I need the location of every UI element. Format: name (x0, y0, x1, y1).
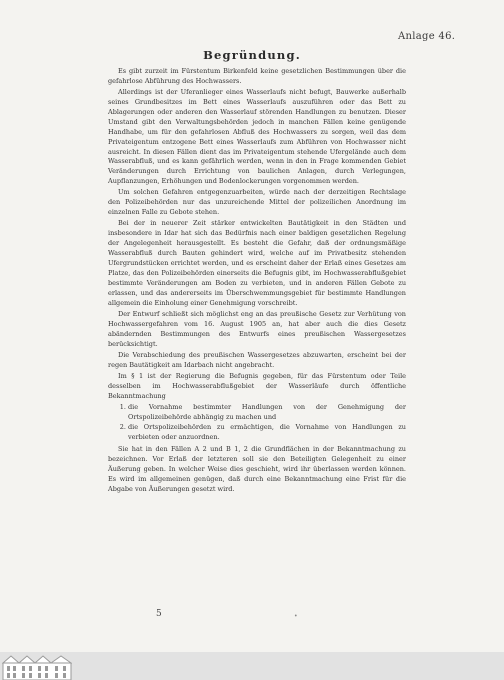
paragraph: Es gibt zurzeit im Fürstentum Birkenfeld keine gesetzlichen Bestimmungen über die gefahrlose Abführung des Hochwassers. (108, 67, 406, 85)
paragraph: Die Verabschiedung des preußischen Wassergesetzes abzuwarten, erscheint bei der regen Bautätigkeit am Idarbach nicht angebracht. (108, 350, 406, 369)
footer-bar (0, 652, 504, 680)
page-title: Begründung. (203, 48, 301, 62)
paragraph: Im § 1 ist der Regierung die Befugnis gegeben, für das Fürstentum oder Teile desselben im Hochwasserabflußgebiet der Wasserläufe durch öffentliche Bekanntmachung (108, 371, 406, 400)
annex-label: Anlage 46. (398, 31, 456, 42)
library-building-logo (2, 654, 72, 680)
paragraph: Allerdings ist der Uferanlieger eines Wasserlaufs nicht befugt, Bauwerke außerhalb seines Grundbesitzes im Bett eines Wasserlaufs auszuführen oder das Bett zu Ablagerungen oder anderen den Wasserlauf störenden Handlungen zu benutzen. Dieser Umstand gibt den Verwaltungsbehörden jedoch in manchen Fällen keine genügende Handhabe, um für den gefahrlosen Abfluß des Hochwassers zu sorgen, weil das dem Privateigentum entzogene Bett eines Wasserlaufs zum Abführen von Hochwasser nicht ausreicht. In diesen Fällen dient das im Privateigentum stehende Ufergelände auch dem Wasserabfluß, und es kann gefährlich werden, wenn in den in Frage kommenden Gebiet Veränderungen durch Errichtung von baulichen Anlagen, durch Verlegungen, Aupflanzungen, Erhöhungen und Bodenlockerungen vorgenommen werden. (108, 88, 406, 186)
list-item: 1. die Vornahme bestimmter Handlungen von der Genehmigung der Ortspolizeibehörde abhängig zu machen und (128, 403, 406, 423)
paragraph: Der Entwurf schließt sich möglichst eng an das preußische Gesetz zur Verhütung von Hochwassergefahren vom 16. August 1905 an, hat aber auch die dies Gesetz abändernden Bestimmungen des Entwurfs eines preußischen Wassergesetzes berücksichtigt. (108, 309, 406, 348)
list-item: 2. die Ortspolizeibehörden zu ermächtigen, die Vornahme von Handlungen zu verbieten oder anzuordnen. (128, 423, 406, 443)
paragraph: Bei der in neuerer Zeit stärker entwickelten Bautätigkeit in den Städten und insbesondere in Idar hat sich das Bedürfnis nach einer baldigen gesetzlichen Regelung der Angelegenheit herausgestellt. Es besteht die Gefahr, daß der ordnungsmäßige Wasserabfluß durch Bauten gehindert wird, welche auf im Privatbesitz stehenden Ufergrundstücken errichtet werden, und es erscheint daher der Erlaß eines Gesetzes am Platze, das den Polizeibehörden einerseits die Befugnis gibt, im Hochwasserabflußgebiet bestimmte Veränderungen am Boden zu verbieten, und in anderen Fällen Gebote zu erlassen, und das andererseits im Überschwemmungsgebiet für bestimmte Handlungen allgemein die Einholung einer Genehmigung vorschreibt. (108, 219, 406, 307)
body-text (108, 67, 406, 496)
paragraph: Sie hat in den Fällen A 2 und B 1, 2 die Grundflächen in der Bekanntmachung zu bezeichnen. Vor Erlaß der letzteren soll sie den Beteiligten Gelegenheit zu einer Äußerung geben. In welcher Weise dies geschieht, wird ihr überlassen werden können. Es wird im allgemeinen genügen, daß durch eine Bekanntmachung eine Frist für die Abgabe von Äußerungen gesetzt wird. (108, 445, 406, 493)
numbered-list (108, 403, 406, 443)
paragraph: Um solchen Gefahren entgegenzuarbeiten, würde nach der derzeitigen Rechtslage den Polizeibehörden nur das unzureichende Mittel der polizeilichen Anordnung im einzelnen Falle zu Gebote stehen. (108, 188, 406, 217)
ink-speck: • (294, 613, 298, 620)
page-number: 5 (156, 609, 162, 619)
